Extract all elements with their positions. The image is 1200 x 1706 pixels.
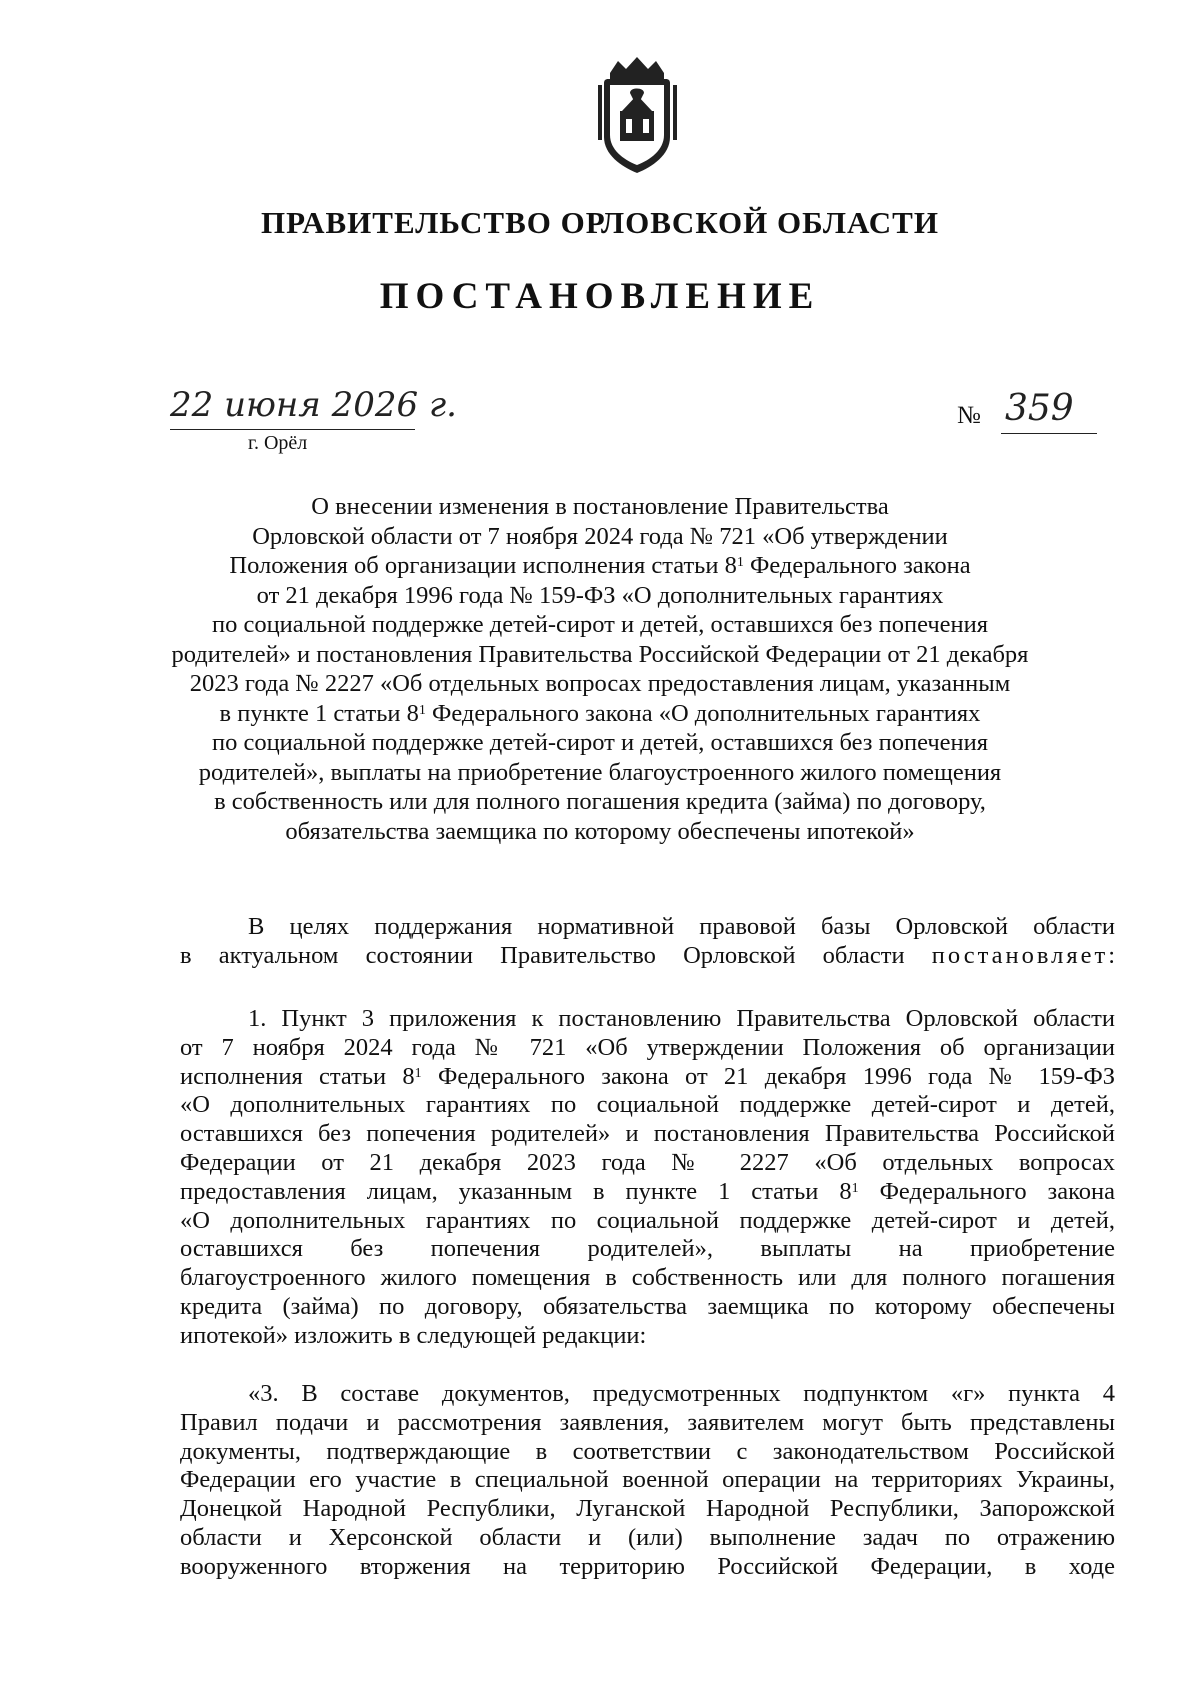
number-underline bbox=[1001, 433, 1097, 434]
body-line: Правил подачи и рассмотрения заявления, заявителем могут быть представлены bbox=[180, 1408, 1115, 1436]
city-name: г. Орёл bbox=[248, 432, 308, 454]
body-line: от 7 ноября 2024 года № 721 «Об утверждении Положения об организации bbox=[180, 1033, 1115, 1061]
clause-3-paragraph bbox=[180, 1380, 1115, 1582]
body-line: области и Херсонской области и (или) выполнение задач по отражению bbox=[180, 1523, 1115, 1551]
title-line: 2023 года № 2227 «Об отдельных вопросах предоставления лицам, указанным bbox=[189, 670, 1011, 697]
number-handwritten: 359 bbox=[1005, 388, 1074, 429]
superscript: 1 bbox=[851, 1180, 859, 1196]
superscript: 1 bbox=[736, 555, 744, 570]
title-line: Положения об организации исполнения статьи $8^1$ Федерального закона bbox=[229, 552, 971, 579]
title-line: О внесении изменения в постановление Правительства bbox=[311, 493, 889, 520]
body-line: Донецкой Народной Республики, Луганской Народной Республики, Запорожской bbox=[180, 1495, 1115, 1523]
date-handwritten: 22 июня 2026 г. bbox=[170, 385, 457, 425]
body-line: документы, подтверждающие в соответствии с законодательством Российской bbox=[180, 1437, 1115, 1465]
body-line: Федерации его участие в специальной военной операции на территориях Украины, bbox=[180, 1466, 1115, 1494]
document-title bbox=[150, 492, 1050, 846]
body-line: в актуальном состоянии Правительство Орловской области постановляет: bbox=[180, 941, 1116, 969]
body-line: оставшихся без попечения родителей», выплаты на приобретение bbox=[180, 1235, 1115, 1263]
body-line: «О дополнительных гарантиях по социальной поддержке детей-сирот и детей, bbox=[180, 1206, 1115, 1234]
body-line: исполнения статьи $8^1$ Федерального закона от 21 декабря 1996 года № 159-ФЗ bbox=[180, 1062, 1115, 1090]
body-line: вооруженного вторжения на территорию Российской Федерации, в ходе bbox=[180, 1552, 1115, 1580]
title-line: обязательства заемщика по которому обеспечены ипотекой» bbox=[285, 817, 915, 845]
body-line: «О дополнительных гарантиях по социальной поддержке детей-сирот и детей, bbox=[180, 1091, 1115, 1119]
clause-1-paragraph bbox=[180, 1005, 1115, 1351]
title-line: по социальной поддержке детей-сирот и детей, оставшихся без попечения bbox=[211, 611, 989, 638]
coat-of-arms-icon bbox=[590, 55, 685, 175]
preamble-paragraph bbox=[180, 913, 1115, 971]
title-line: в собственность или для полного погашения кредита (займа) по договору, bbox=[214, 788, 986, 815]
body-line: кредита (займа) по договору, обязательства заемщика по которому обеспечены bbox=[180, 1292, 1115, 1320]
body-line: оставшихся без попечения родителей» и постановления Правительства Российской bbox=[180, 1120, 1115, 1148]
body-line: В целях поддержания нормативной правовой базы Орловской области bbox=[248, 913, 1115, 940]
number-sign: № bbox=[957, 402, 981, 429]
title-line: родителей» и постановления Правительства Российской Федерации от 21 декабря bbox=[171, 640, 1029, 668]
title-line: по социальной поддержке детей-сирот и детей, оставшихся без попечения bbox=[211, 729, 989, 756]
document-type: ПОСТАНОВЛЕНИЕ bbox=[379, 276, 821, 317]
title-line: в пункте 1 статьи $8^1$ Федерального закона «О дополнительных гарантиях bbox=[219, 699, 981, 727]
body-line: «3. В составе документов, предусмотренных подпунктом «г» пункта 4 bbox=[248, 1380, 1115, 1407]
title-line: от 21 декабря 1996 года № 159-ФЗ «О дополнительных гарантиях bbox=[256, 581, 944, 609]
body-line: ипотекой» изложить в следующей редакции: bbox=[180, 1321, 647, 1349]
title-line: Орловской области от 7 ноября 2024 года № 721 «Об утверждении bbox=[252, 522, 948, 550]
government-name: ПРАВИТЕЛЬСТВО ОРЛОВСКОЙ ОБЛАСТИ bbox=[261, 205, 939, 240]
date-underline bbox=[170, 429, 415, 430]
body-line: Федерации от 21 декабря 2023 года № 2227 «Об отдельных вопросах bbox=[180, 1148, 1115, 1176]
keyword-postanovlyaet: постановляет bbox=[931, 941, 1109, 969]
document-number bbox=[957, 388, 1097, 438]
title-line: родителей», выплаты на приобретение благоустроенного жилого помещения bbox=[198, 758, 1002, 786]
body-line: благоустроенного жилого помещения в собственность или для полного погашения bbox=[180, 1264, 1115, 1292]
body-line: 1. Пункт 3 приложения к постановлению Правительства Орловской области bbox=[248, 1005, 1115, 1032]
body-line: предоставления лицам, указанным в пункте 1 статьи $8^1$ Федерального закона bbox=[180, 1177, 1116, 1205]
superscript: 1 bbox=[414, 1065, 422, 1081]
document-date bbox=[170, 385, 470, 454]
superscript: 1 bbox=[418, 702, 426, 718]
